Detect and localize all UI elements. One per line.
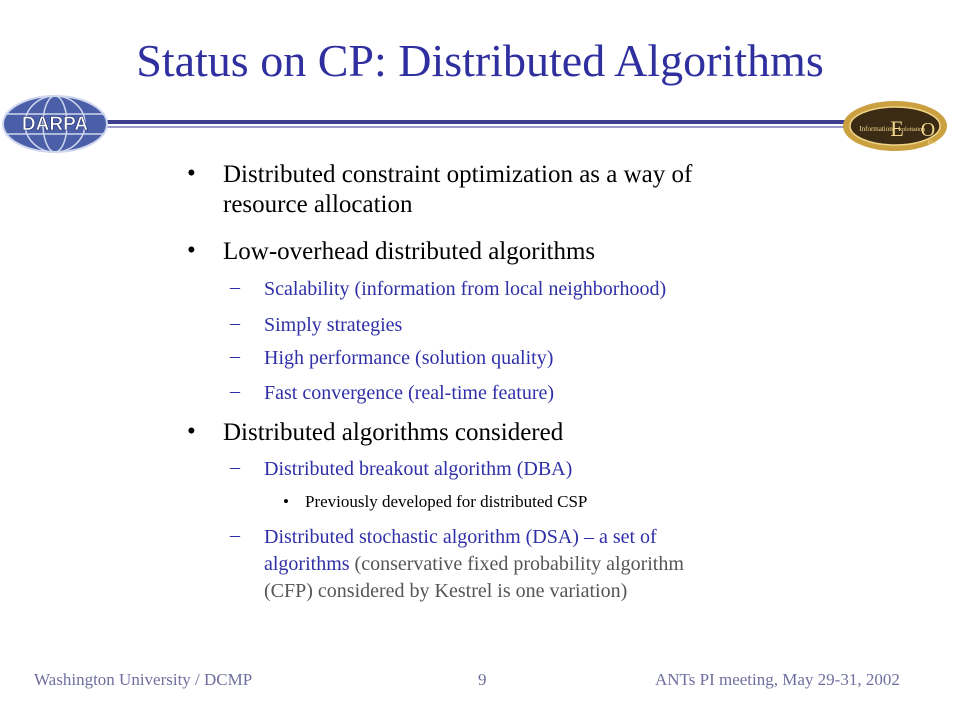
sub-bullet-text: Distributed breakout algorithm (DBA): [264, 458, 573, 480]
bullet-glyph: •: [283, 492, 289, 511]
sub-bullet-text: Distributed stochastic algorithm (DSA) – a set of: [264, 526, 657, 548]
footer-left: Washington University / DCMP: [34, 670, 253, 689]
ieo-logo-letter-e: E: [890, 116, 904, 141]
bullet-item: [187, 418, 564, 446]
bullet-glyph: •: [187, 160, 196, 187]
dash-glyph: –: [230, 345, 240, 367]
ieo-logo-word-xploitation: xploitation: [899, 127, 925, 133]
sub-bullet-text-gray: (conservative fixed probability algorithm: [349, 553, 684, 575]
bullet-text: Distributed algorithms considered: [223, 419, 564, 446]
footer-right: ANTs PI meeting, May 29-31, 2002: [655, 670, 900, 689]
darpa-logo-text: DARPA: [21, 114, 89, 135]
bullet-glyph: •: [187, 237, 196, 264]
dash-glyph: –: [230, 524, 240, 546]
bullet-text: Distributed constraint optimization as a way of: [223, 161, 693, 188]
sub-bullet-text: Scalability (information from local neighborhood): [264, 278, 667, 300]
ieo-logo-word-information: Information: [859, 125, 893, 133]
bullet-glyph: •: [187, 418, 196, 445]
ieo-logo-word-ffice: ffice: [927, 141, 937, 146]
footer-page-number: 9: [478, 670, 487, 689]
subsub-bullet-text: Previously developed for distributed CSP: [305, 492, 588, 511]
dash-glyph: –: [230, 456, 240, 478]
subsub-bullet-item: [283, 492, 588, 512]
bullet-text: Low-overhead distributed algorithms: [223, 238, 596, 265]
sub-bullet-text: Simply strategies: [264, 314, 403, 336]
dash-glyph: –: [230, 312, 240, 334]
ieo-logo-letter-o: O: [920, 119, 936, 141]
slide-title: Status on CP: Distributed Algorithms: [136, 35, 824, 86]
sub-bullet-text-continued: [264, 551, 844, 578]
bullet-item: [187, 237, 596, 265]
sub-bullet-text-blue: algorithms: [264, 553, 350, 575]
bullet-item: [187, 160, 693, 218]
sub-bullet-text-gray-continued: (CFP) considered by Kestrel is one variation): [264, 580, 628, 602]
bullet-text-continued: resource allocation: [223, 191, 413, 218]
sub-bullet-text-block: [264, 524, 844, 605]
dash-glyph: –: [230, 276, 240, 298]
dash-glyph: –: [230, 380, 240, 402]
sub-bullet-text: High performance (solution quality): [264, 347, 554, 369]
sub-bullet-text: Fast convergence (real-time feature): [264, 382, 555, 404]
